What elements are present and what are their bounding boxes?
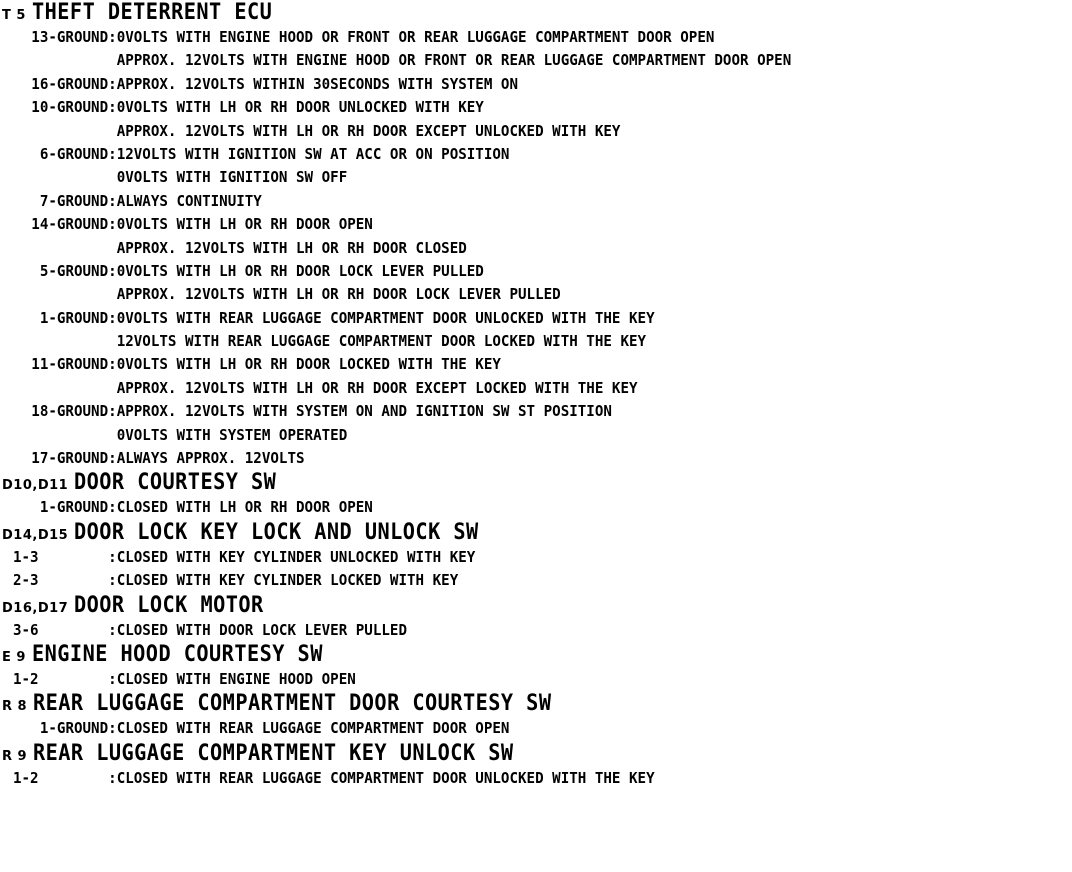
condition-text: APPROX. 12VOLTS WITH LH OR RH DOOR EXCEPT LOCKED WITH THE KEY [116, 378, 638, 397]
section-heading [2, 0, 1068, 26]
check-row [2, 96, 977, 119]
check-row [2, 49, 977, 72]
separator: : [108, 144, 117, 163]
separator: : [108, 98, 117, 117]
terminal-label [2, 166, 108, 189]
component-code: D10,D11 [2, 478, 69, 494]
separator [108, 330, 117, 353]
separator [108, 120, 117, 143]
terminal-label: 6-GROUND [39, 144, 109, 163]
terminal-label: 14-GROUND [31, 215, 109, 234]
terminal-label: 17-GROUND [31, 449, 109, 468]
section-heading [2, 642, 1068, 668]
condition-text: 0VOLTS WITH LH OR RH DOOR LOCKED WITH THE KEY [116, 355, 501, 374]
condition-text: 0VOLTS WITH LH OR RH DOOR OPEN [116, 215, 373, 234]
condition-text: CLOSED WITH DOOR LOCK LEVER PULLED [116, 620, 408, 639]
separator: : [108, 355, 117, 374]
inspection-document [2, 0, 1068, 790]
separator: : [108, 498, 117, 517]
check-row [2, 166, 977, 189]
condition-text: APPROX. 12VOLTS WITH LH OR RH DOOR EXCEPT UNLOCKED WITH KEY [116, 121, 621, 140]
terminal-label [2, 49, 108, 72]
check-row [2, 717, 977, 740]
component-section [2, 520, 1068, 593]
component-section [2, 741, 1068, 790]
separator: : [108, 402, 117, 421]
condition-text: APPROX. 12VOLTS WITH ENGINE HOOD OR FRONT OR REAR LUGGAGE COMPARTMENT DOOR OPEN [116, 51, 792, 70]
separator: : [108, 261, 117, 280]
section-heading [2, 741, 1068, 767]
check-row [2, 307, 977, 330]
condition-text: CLOSED WITH REAR LUGGAGE COMPARTMENT DOOR UNLOCKED WITH THE KEY [116, 768, 655, 787]
component-title: REAR LUGGAGE COMPARTMENT KEY UNLOCK SW [33, 740, 514, 766]
check-row [2, 190, 977, 213]
separator [108, 49, 117, 72]
condition-text: 0VOLTS WITH SYSTEM OPERATED [116, 425, 348, 444]
terminal-label [2, 120, 108, 143]
terminal-label: 1-2 [12, 669, 39, 688]
condition-text: 0VOLTS WITH REAR LUGGAGE COMPARTMENT DOOR UNLOCKED WITH THE KEY [116, 308, 655, 327]
check-row [2, 424, 977, 447]
separator: : [108, 571, 117, 590]
check-row [2, 496, 977, 519]
section-heading [2, 691, 1068, 717]
terminal-label [2, 377, 108, 400]
separator: : [108, 74, 117, 93]
condition-text: CLOSED WITH LH OR RH DOOR OPEN [116, 498, 373, 517]
separator: : [108, 215, 117, 234]
terminal-label [2, 237, 108, 260]
terminal-label: 7-GROUND [39, 191, 109, 210]
check-row [2, 143, 977, 166]
terminal-label: 2-3 [12, 571, 39, 590]
component-code: E 9 [2, 649, 26, 665]
terminal-label: 3-6 [12, 620, 39, 639]
component-code: T 5 [2, 8, 26, 23]
terminal-label: 10-GROUND [31, 98, 109, 117]
condition-text: 0VOLTS WITH IGNITION SW OFF [116, 168, 348, 187]
check-row [2, 260, 977, 283]
condition-text: CLOSED WITH KEY CYLINDER UNLOCKED WITH KEY [116, 547, 476, 566]
condition-text: 12VOLTS WITH IGNITION SW AT ACC OR ON POSITION [116, 144, 510, 163]
component-title: THEFT DETERRENT ECU [31, 0, 273, 25]
check-row [2, 283, 977, 306]
condition-text: 0VOLTS WITH LH OR RH DOOR LOCK LEVER PULLED [116, 261, 484, 280]
component-title: DOOR COURTESY SW [74, 470, 277, 496]
condition-text: APPROX. 12VOLTS WITH LH OR RH DOOR LOCK LEVER PULLED [116, 285, 561, 304]
component-section [2, 691, 1068, 740]
separator: : [108, 669, 117, 688]
check-row [2, 73, 977, 96]
component-section [2, 470, 1068, 519]
separator [108, 377, 117, 400]
condition-text: APPROX. 12VOLTS WITH SYSTEM ON AND IGNITION SW ST POSITION [116, 402, 612, 421]
check-row [2, 330, 977, 353]
check-row [2, 447, 977, 470]
section-heading [2, 593, 1068, 619]
component-section [2, 593, 1068, 642]
condition-text: ALWAYS APPROX. 12VOLTS [116, 449, 305, 468]
component-title: ENGINE HOOD COURTESY SW [31, 641, 323, 667]
terminal-label: 1-GROUND [39, 498, 109, 517]
check-row [2, 569, 977, 592]
component-code: R 8 [2, 699, 28, 715]
condition-text: ALWAYS CONTINUITY [116, 191, 262, 210]
separator: : [108, 28, 117, 46]
condition-text: APPROX. 12VOLTS WITH LH OR RH DOOR CLOSED [116, 238, 467, 257]
terminal-label: 11-GROUND [31, 355, 109, 374]
separator: : [108, 768, 117, 787]
separator [108, 237, 117, 260]
check-row [2, 767, 977, 790]
section-heading [2, 520, 1068, 546]
terminal-label: 1-2 [12, 768, 39, 787]
separator: : [108, 191, 117, 210]
section-heading [2, 470, 1068, 496]
condition-text: APPROX. 12VOLTS WITHIN 30SECONDS WITH SYSTEM ON [116, 74, 519, 93]
terminal-label: 1-GROUND [39, 719, 109, 738]
separator: : [108, 547, 117, 566]
terminal-label: 1-3 [12, 547, 39, 566]
terminal-label: 18-GROUND [31, 402, 109, 421]
separator [108, 424, 117, 447]
check-row [2, 353, 977, 376]
terminal-label: 1-GROUND [39, 308, 109, 327]
condition-text: CLOSED WITH REAR LUGGAGE COMPARTMENT DOOR OPEN [116, 719, 510, 738]
separator: : [108, 308, 117, 327]
component-title: DOOR LOCK KEY LOCK AND UNLOCK SW [74, 519, 479, 545]
condition-text: 12VOLTS WITH REAR LUGGAGE COMPARTMENT DOOR LOCKED WITH THE KEY [116, 332, 647, 351]
component-code: D16,D17 [2, 600, 69, 616]
separator [108, 166, 117, 189]
terminal-label [2, 330, 108, 353]
check-row [2, 400, 977, 423]
condition-text: CLOSED WITH KEY CYLINDER LOCKED WITH KEY [116, 571, 459, 590]
check-row [2, 237, 977, 260]
check-row [2, 546, 977, 569]
separator: : [108, 449, 117, 468]
separator [108, 283, 117, 306]
component-section [2, 0, 1068, 470]
check-row [2, 377, 977, 400]
terminal-label [2, 424, 108, 447]
terminal-label [2, 283, 108, 306]
component-title: REAR LUGGAGE COMPARTMENT DOOR COURTESY SW [33, 691, 552, 717]
terminal-label: 5-GROUND [39, 261, 109, 280]
check-row [2, 619, 977, 642]
condition-text: CLOSED WITH ENGINE HOOD OPEN [116, 669, 356, 688]
condition-text: 0VOLTS WITH LH OR RH DOOR UNLOCKED WITH KEY [116, 98, 484, 117]
check-row [2, 213, 977, 236]
condition-text: 0VOLTS WITH ENGINE HOOD OR FRONT OR REAR LUGGAGE COMPARTMENT DOOR OPEN [116, 28, 715, 46]
separator: : [108, 620, 117, 639]
separator: : [108, 719, 117, 738]
component-title: DOOR LOCK MOTOR [74, 592, 264, 618]
component-code: R 9 [2, 748, 28, 764]
check-row [2, 668, 977, 691]
check-row [2, 120, 977, 143]
terminal-label: 13-GROUND [31, 28, 109, 46]
check-row [2, 26, 977, 49]
component-code: D14,D15 [2, 527, 69, 543]
terminal-label: 16-GROUND [31, 74, 109, 93]
component-section [2, 642, 1068, 691]
